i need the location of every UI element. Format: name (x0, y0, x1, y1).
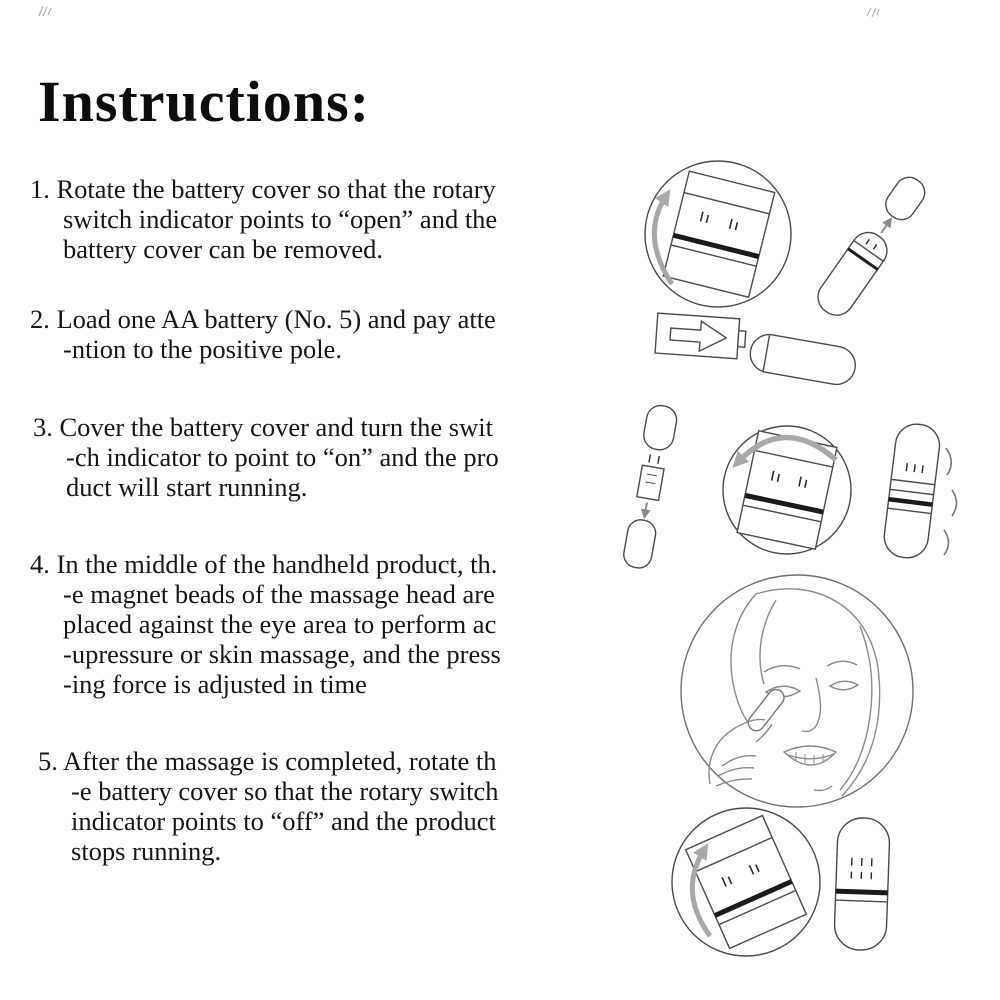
step-5 (38, 746, 499, 866)
step-2-line-2: -ntion to the positive pole. (63, 334, 342, 364)
print-artifact-top-right (864, 4, 882, 20)
rotate-cover-open-zoom-and-cap-removal-icon (620, 146, 970, 318)
step-1 (30, 174, 497, 264)
step-3-line-2: -ch indicator to point to “on” and the pro (66, 442, 499, 472)
step-4-line-1: 4. In the middle of the handheld product, th. (30, 549, 498, 579)
step-1-line-1: 1. Rotate the battery cover so that the rotary (30, 174, 496, 204)
step-4-line-3: placed against the eye area to perform ac (63, 609, 497, 639)
print-artifact-top-left (36, 3, 54, 19)
step-3 (33, 412, 499, 502)
step-1-line-2: switch indicator points to “open” and the (63, 204, 498, 234)
step-5-line-1: 5. After the massage is completed, rotate th (38, 746, 497, 776)
battery-insertion-icon (650, 300, 865, 400)
step-4-line-2: -e magnet beads of the massage head are (63, 579, 495, 609)
step-1-line-3: battery cover can be removed. (63, 234, 384, 264)
assemble-and-turn-on-icon (612, 398, 964, 582)
step-4-line-4: -upressure or skin massage, and the press (63, 639, 501, 669)
step-2 (30, 304, 496, 364)
turn-off-switch-zoom-and-device-icon (656, 798, 922, 972)
step-4 (30, 549, 501, 699)
step-4-line-5: -ing force is adjusted in time (63, 669, 367, 699)
page-title: Instructions: (38, 69, 371, 134)
step-3-line-1: 3. Cover the battery cover and turn the swit (33, 412, 493, 442)
step-3-line-3: duct will start running. (66, 472, 308, 502)
step-5-line-3: indicator points to “off” and the product (71, 806, 496, 836)
step-5-line-2: -e battery cover so that the rotary switch (71, 776, 499, 806)
step-2-line-1: 2. Load one AA battery (No. 5) and pay atte (30, 304, 496, 334)
step-5-line-4: stops running. (71, 836, 222, 866)
face-eye-massage-usage-icon (664, 566, 934, 824)
